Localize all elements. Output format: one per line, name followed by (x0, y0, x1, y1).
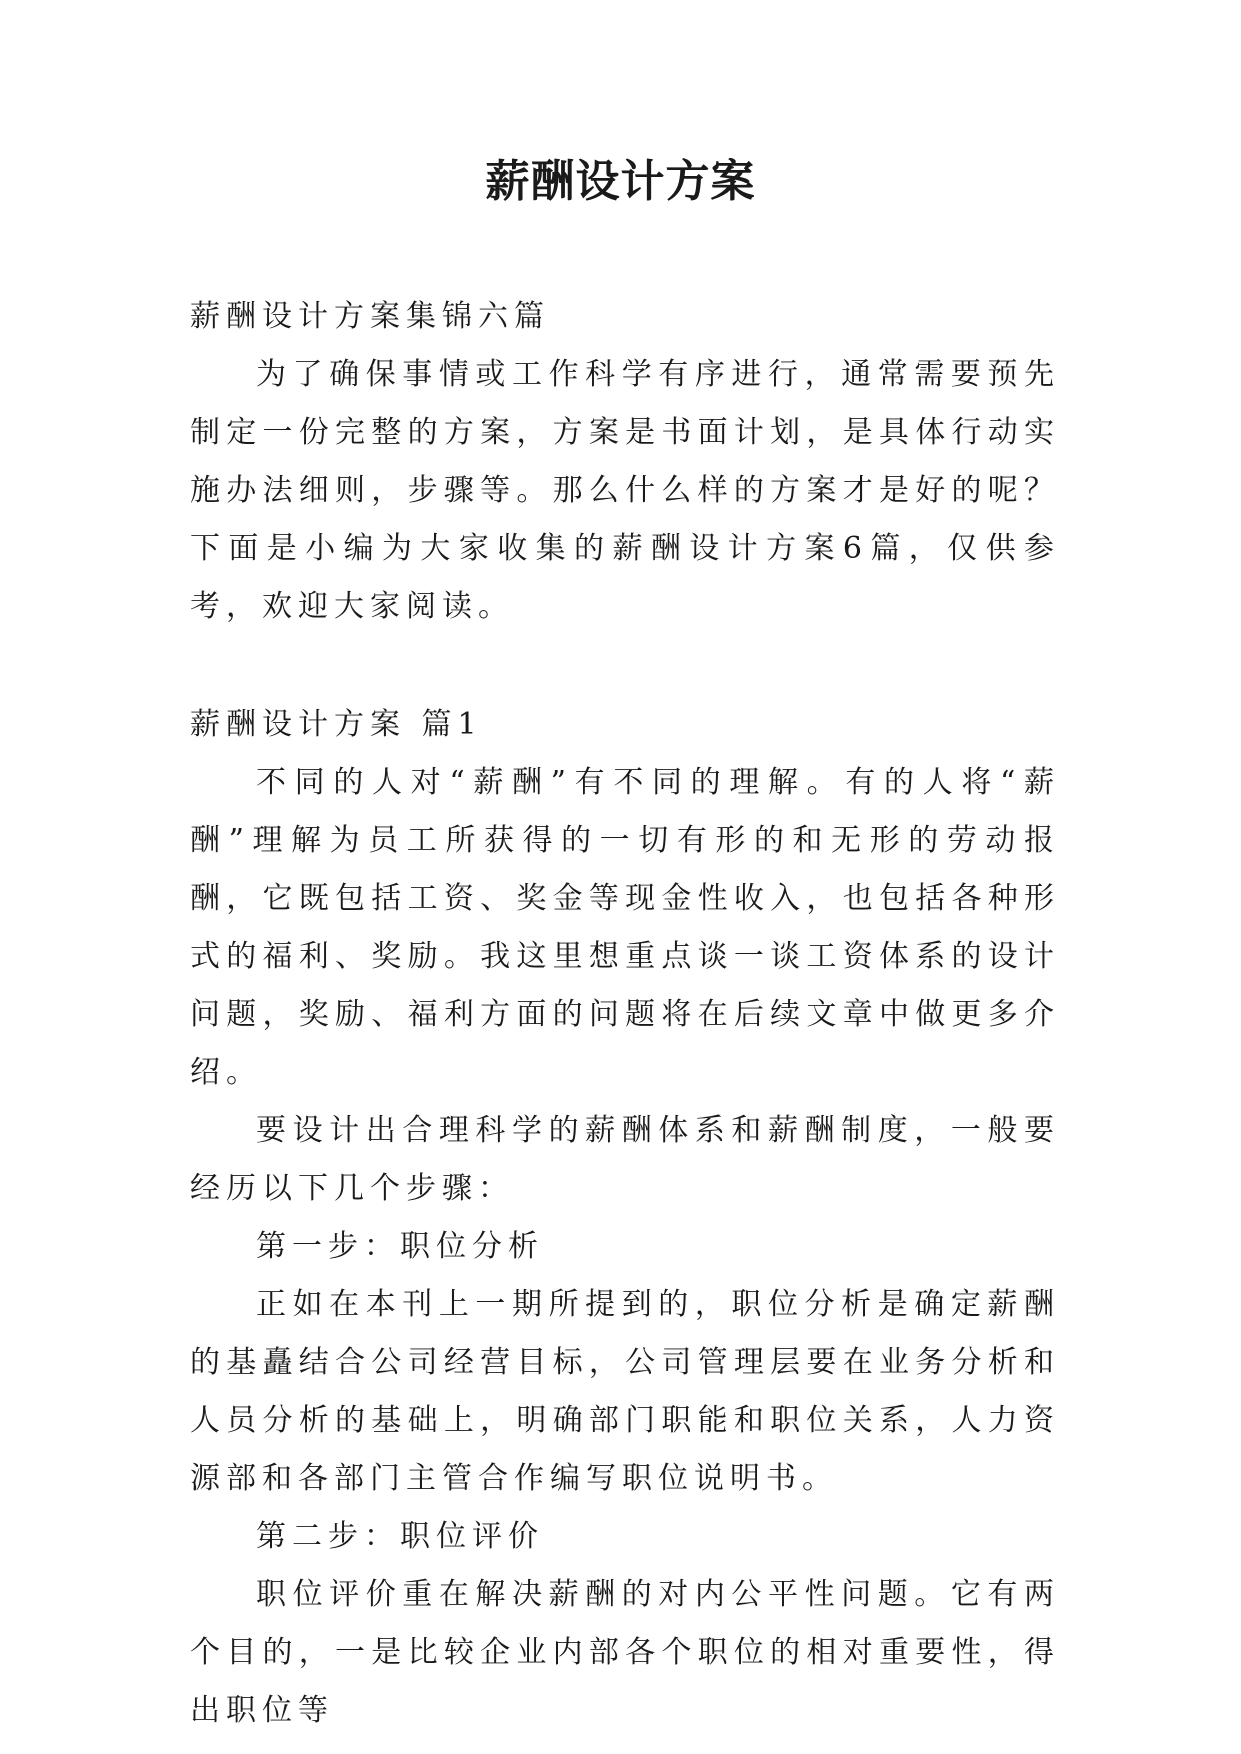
section-heading: 薪酬设计方案 篇1 (190, 707, 483, 742)
body-paragraph: 正如在本刊上一期所提到的，职位分析是确定薪酬的基矗结合公司经营目标，公司管理层要在业务分析和人员分析的基础上，明确部门职能和职位关系，人力资源部和各部门主管合作编写职位说明书。 (190, 1287, 1060, 1496)
document-title: 薪酬设计方案 (485, 156, 756, 207)
step-heading: 第一步：职位分析 (256, 1229, 544, 1264)
section-spacer (190, 636, 1060, 696)
body-paragraph: 职位评价重在解决薪酬的对内公平性问题。它有两个目的，一是比较企业内部各个职位的相对重要性，得出职位等 (190, 1577, 1060, 1728)
document-body (190, 288, 1060, 1740)
intro-paragraph: 为了确保事情或工作科学有序进行，通常需要预先制定一份完整的方案，方案是书面计划，是具体行动实施办法细则，步骤等。那么什么样的方案才是好的呢？下面是小编为大家收集的薪酬设计方案6篇，仅供参考，欢迎大家阅读。 (190, 357, 1060, 624)
body-paragraph: 不同的人对“薪酬”有不同的理解。有的人将“薪酬”理解为员工所获得的一切有形的和无形的劳动报酬，它既包括工资、奖金等现金性收入，也包括各种形式的福利、奖励。我这里想重点谈一谈工资体系的设计问题，奖励、福利方面的问题将在后续文章中做更多介绍。 (190, 765, 1060, 1090)
document-subtitle: 薪酬设计方案集锦六篇 (190, 299, 550, 334)
step-heading: 第二步：职位评价 (256, 1519, 544, 1554)
body-paragraph: 要设计出合理科学的薪酬体系和薪酬制度，一般要经历以下几个步骤： (190, 1113, 1060, 1206)
